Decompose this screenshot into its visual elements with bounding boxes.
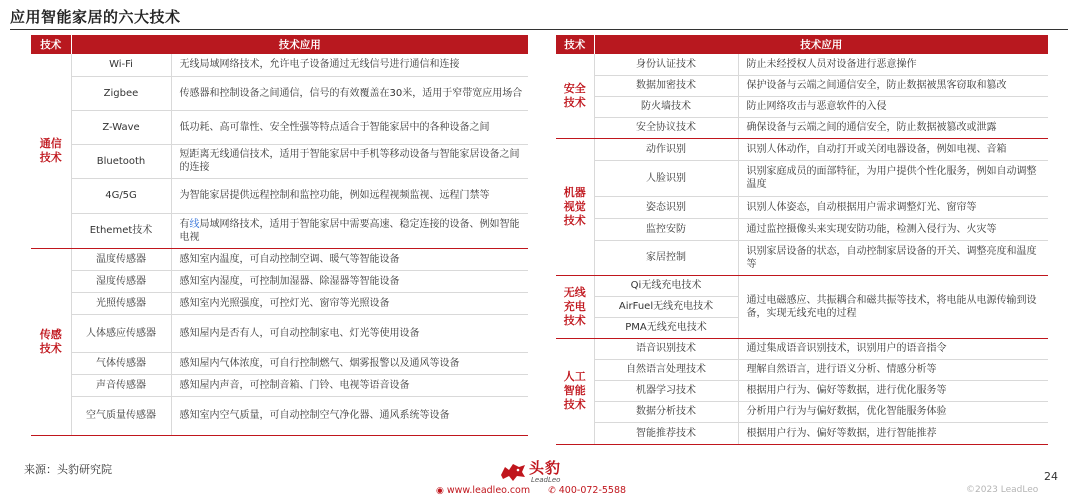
table-row bbox=[556, 54, 1048, 75]
tech-desc: 识别人体姿态，自动根据用户需求调整灯光、窗帘等 bbox=[738, 196, 1048, 218]
logo-subtext: LeadLeo bbox=[531, 476, 561, 484]
tech-name: Qi无线充电技术 bbox=[594, 275, 738, 296]
category-sensing: 传感技术 bbox=[31, 248, 71, 435]
table-row bbox=[31, 292, 528, 314]
tech-name: 自然语言处理技术 bbox=[594, 359, 738, 380]
column-header-tech: 技术 bbox=[31, 35, 71, 54]
title-divider bbox=[10, 29, 1068, 30]
tech-desc: 感知屋内声音，可控制音箱、门铃、电视等语音设备 bbox=[171, 374, 528, 396]
table-row bbox=[556, 96, 1048, 117]
tech-name: 防火墙技术 bbox=[594, 96, 738, 117]
table-row bbox=[556, 218, 1048, 240]
tech-desc: 为智能家居提供远程控制和监控功能，例如远程视频监视、远程门禁等 bbox=[171, 178, 528, 213]
tech-desc: 根据用户行为、偏好等数据，进行智能推荐 bbox=[738, 422, 1048, 444]
table-row bbox=[556, 196, 1048, 218]
tech-name: 气体传感器 bbox=[71, 352, 171, 374]
tech-desc: 防止网络攻击与恶意软件的入侵 bbox=[738, 96, 1048, 117]
tech-desc-shared: 通过电磁感应、共振耦合和磁共振等技术，将电能从电源传输到设备，实现无线充电的过程 bbox=[738, 275, 1048, 338]
tech-desc: 传感器和控制设备之间通信，信号的有效覆盖在30米，适用于窄带宽应用场合 bbox=[171, 76, 528, 110]
table-row bbox=[556, 117, 1048, 138]
tech-desc: 保护设备与云端之间通信安全，防止数据被黑客窃取和篡改 bbox=[738, 75, 1048, 96]
tech-name: 语音识别技术 bbox=[594, 338, 738, 359]
tech-name: 姿态识别 bbox=[594, 196, 738, 218]
tech-name: 人体感应传感器 bbox=[71, 314, 171, 352]
tech-desc: 防止未经授权人员对设备进行恶意操作 bbox=[738, 54, 1048, 75]
table-row bbox=[556, 359, 1048, 380]
table-row bbox=[556, 160, 1048, 196]
tech-name: 湿度传感器 bbox=[71, 270, 171, 292]
tech-name: PMA无线充电技术 bbox=[594, 317, 738, 338]
tech-desc: 短距离无线通信技术，适用于智能家居中手机等移动设备与智能家居设备之间的连接 bbox=[171, 144, 528, 178]
tech-desc: 根据用户行为、偏好等数据，进行优化服务等 bbox=[738, 380, 1048, 401]
table-row bbox=[31, 248, 528, 270]
table-header-row bbox=[31, 35, 528, 54]
tech-name: 数据分析技术 bbox=[594, 401, 738, 422]
tech-desc: 识别家居设备的状态，自动控制家居设备的开关、调整亮度和温度等 bbox=[738, 240, 1048, 275]
column-header-application: 技术应用 bbox=[594, 35, 1048, 54]
tech-desc: 确保设备与云端之间的通信安全，防止数据被篡改或泄露 bbox=[738, 117, 1048, 138]
website-link[interactable]: www.leadleo.com bbox=[446, 485, 531, 496]
tech-name: 动作识别 bbox=[594, 138, 738, 160]
tech-name: 光照传感器 bbox=[71, 292, 171, 314]
column-header-application: 技术应用 bbox=[71, 35, 528, 54]
category-security: 安全技术 bbox=[556, 54, 594, 138]
tech-name: 监控安防 bbox=[594, 218, 738, 240]
tech-desc: 感知室内光照强度，可控灯光、窗帘等光照设备 bbox=[171, 292, 528, 314]
tech-desc: 感知室内温度，可自动控制空调、暖气等智能设备 bbox=[171, 248, 528, 270]
tech-desc: 有线局域网络技术，适用于智能家居中需要高速、稳定连接的设备、例如智能电视 bbox=[171, 213, 528, 248]
table-row bbox=[556, 401, 1048, 422]
table-row bbox=[556, 422, 1048, 444]
tech-desc: 无线局域网络技术，允许电子设备通过无线信号进行通信和连接 bbox=[171, 54, 528, 76]
table-row bbox=[31, 54, 528, 76]
category-wireless-charging: 无线充电技术 bbox=[556, 275, 594, 338]
tech-name: 智能推荐技术 bbox=[594, 422, 738, 444]
tech-desc: 理解自然语言，进行语义分析、情感分析等 bbox=[738, 359, 1048, 380]
phone-number: 400-072-5588 bbox=[558, 485, 627, 496]
page-number: 24 bbox=[1044, 470, 1058, 483]
category-ai: 人工智能技术 bbox=[556, 338, 594, 444]
tech-name: 数据加密技术 bbox=[594, 75, 738, 96]
tech-name: Ethemet技术 bbox=[71, 213, 171, 248]
tech-desc: 分析用户行为与偏好数据，优化智能服务体验 bbox=[738, 401, 1048, 422]
table-row bbox=[556, 240, 1048, 275]
phone-icon: ✆ bbox=[548, 486, 556, 496]
table-row bbox=[31, 178, 528, 213]
page-title: 应用智能家居的六大技术 bbox=[10, 8, 181, 26]
tech-desc: 感知室内空气质量，可自动控制空气净化器、通风系统等设备 bbox=[171, 396, 528, 435]
tech-name: 声音传感器 bbox=[71, 374, 171, 396]
table-row bbox=[31, 213, 528, 248]
table-row bbox=[556, 338, 1048, 359]
left-tech-table bbox=[31, 35, 528, 436]
tech-desc: 通过集成语音识别技术，识别用户的语音指令 bbox=[738, 338, 1048, 359]
table-row bbox=[31, 144, 528, 178]
table-row bbox=[31, 76, 528, 110]
tech-name: 空气质量传感器 bbox=[71, 396, 171, 435]
tech-name: Z-Wave bbox=[71, 110, 171, 144]
table-row bbox=[31, 110, 528, 144]
category-communication: 通信技术 bbox=[31, 54, 71, 248]
tech-name: Bluetooth bbox=[71, 144, 171, 178]
tech-name: 4G/5G bbox=[71, 178, 171, 213]
tech-name: 身份认证技术 bbox=[594, 54, 738, 75]
right-tech-table bbox=[556, 35, 1048, 445]
leadleo-logo bbox=[491, 457, 591, 487]
table-header-row bbox=[556, 35, 1048, 54]
table-row bbox=[556, 138, 1048, 160]
tech-desc: 低功耗、高可靠性、安全性强等特点适合于智能家居中的各种设备之间 bbox=[171, 110, 528, 144]
tech-desc: 感知室内湿度，可控制加湿器、除湿器等智能设备 bbox=[171, 270, 528, 292]
leopard-logo-icon bbox=[499, 461, 527, 483]
column-header-tech: 技术 bbox=[556, 35, 594, 54]
table-row bbox=[31, 314, 528, 352]
table-row bbox=[556, 75, 1048, 96]
tech-name: AirFuel无线充电技术 bbox=[594, 296, 738, 317]
tech-name: 机器学习技术 bbox=[594, 380, 738, 401]
globe-icon: ◉ bbox=[436, 486, 444, 496]
logo-text: 头豹 bbox=[529, 459, 562, 477]
category-machine-vision: 机器视觉技术 bbox=[556, 138, 594, 275]
table-row bbox=[31, 352, 528, 374]
copyright: ©2023 LeadLeo bbox=[966, 485, 1039, 495]
table-row bbox=[556, 275, 1048, 296]
table-row bbox=[31, 396, 528, 435]
contact-info bbox=[436, 485, 626, 496]
tech-name: Wi-Fi bbox=[71, 54, 171, 76]
tech-name: 家居控制 bbox=[594, 240, 738, 275]
tech-name: 温度传感器 bbox=[71, 248, 171, 270]
tech-name: 人脸识别 bbox=[594, 160, 738, 196]
source-note: 来源：头豹研究院 bbox=[24, 463, 112, 476]
tech-desc: 通过监控摄像头来实现安防功能，检测入侵行为、火灾等 bbox=[738, 218, 1048, 240]
tech-name: 安全协议技术 bbox=[594, 117, 738, 138]
tech-name: Zigbee bbox=[71, 76, 171, 110]
tech-desc: 感知屋内是否有人，可自动控制家电、灯光等使用设备 bbox=[171, 314, 528, 352]
tech-desc: 识别家庭成员的面部特征，为用户提供个性化服务，例如自动调整温度 bbox=[738, 160, 1048, 196]
table-row bbox=[31, 270, 528, 292]
table-row bbox=[31, 374, 528, 396]
table-row bbox=[556, 380, 1048, 401]
tech-desc: 感知屋内气体浓度，可自行控制燃气、烟雾报警以及通风等设备 bbox=[171, 352, 528, 374]
tech-desc: 识别人体动作，自动打开或关闭电器设备，例如电视、音箱 bbox=[738, 138, 1048, 160]
